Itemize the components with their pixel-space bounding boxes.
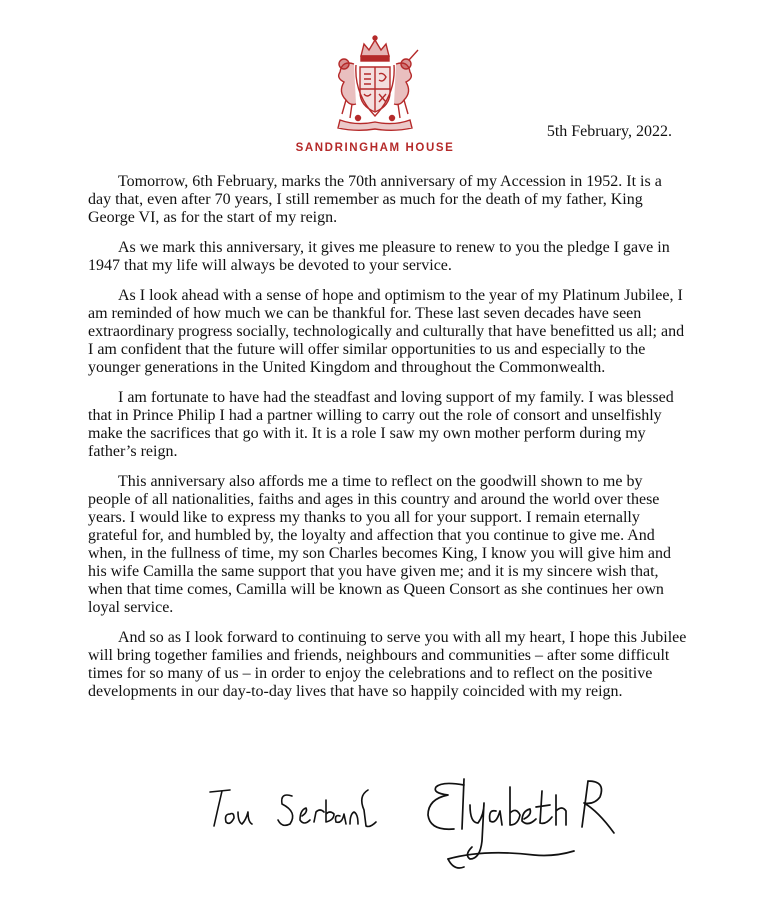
- royal-coat-of-arms-icon: [326, 34, 424, 134]
- paragraph-4: I am fortunate to have had the steadfast and loving support of my family. I was blessed that in Prince Philip I had a partner willing to carry out the role of consort and unselfishly make the sacrifices that go with it. It is a role I saw my own mother perform during my father’s reign.: [88, 389, 674, 460]
- paragraph-2: As we mark this anniversary, it gives me pleasure to renew to you the pledge I gave in 1947 that my life will always be devoted to your service.: [88, 239, 670, 274]
- letter-date: 5th February, 2022.: [546, 123, 672, 140]
- letter-body: [88, 173, 688, 713]
- paragraph-5: This anniversary also affords me a time to reflect on the goodwill shown to me by people of all nationalities, faiths and ages in this country and around the world over these years. I would like to express my thanks to you all for your support. I remain eternally grateful for, and humbled by, the loyalty and affection that you continue to give me. And when, in the fullness of time, my son Charles becomes King, I know you will give him and his wife Camilla the same support that you have given me; and it is my sincere wish that, when that time comes, Camilla will be known as Queen Consort as she continues her own loyal service.: [88, 473, 672, 616]
- letterhead-house-name: SANDRINGHAM HOUSE: [295, 142, 455, 154]
- handwritten-closing: [208, 786, 398, 836]
- paragraph-6: And so as I look forward to continuing to serve you with all my heart, I hope this Jubilee will bring together families and friends, neighbours and communities – after some difficult times for so many of us – in order to enjoy the celebrations and to reflect on the positive developments in our day-to-day lives that have so happily coincided with my reign.: [88, 629, 687, 700]
- paragraph-1: Tomorrow, 6th February, marks the 70th anniversary of my Accession in 1952. It is a day that, even after 70 years, I still remember as much for the death of my father, King George VI, as for the start of my reign.: [88, 173, 662, 226]
- paragraph-3: As I look ahead with a sense of hope and optimism to the year of my Platinum Jubilee, I am reminded of how much we can be thankful for. These last seven decades have seen extraordinary progress socially, technologically and culturally that have benefitted us all; and I am confident that the future will offer similar opportunities to us and especially to the younger generations in the United Kingdom and throughout the Commonwealth.: [88, 287, 685, 376]
- handwritten-signature: [424, 775, 624, 875]
